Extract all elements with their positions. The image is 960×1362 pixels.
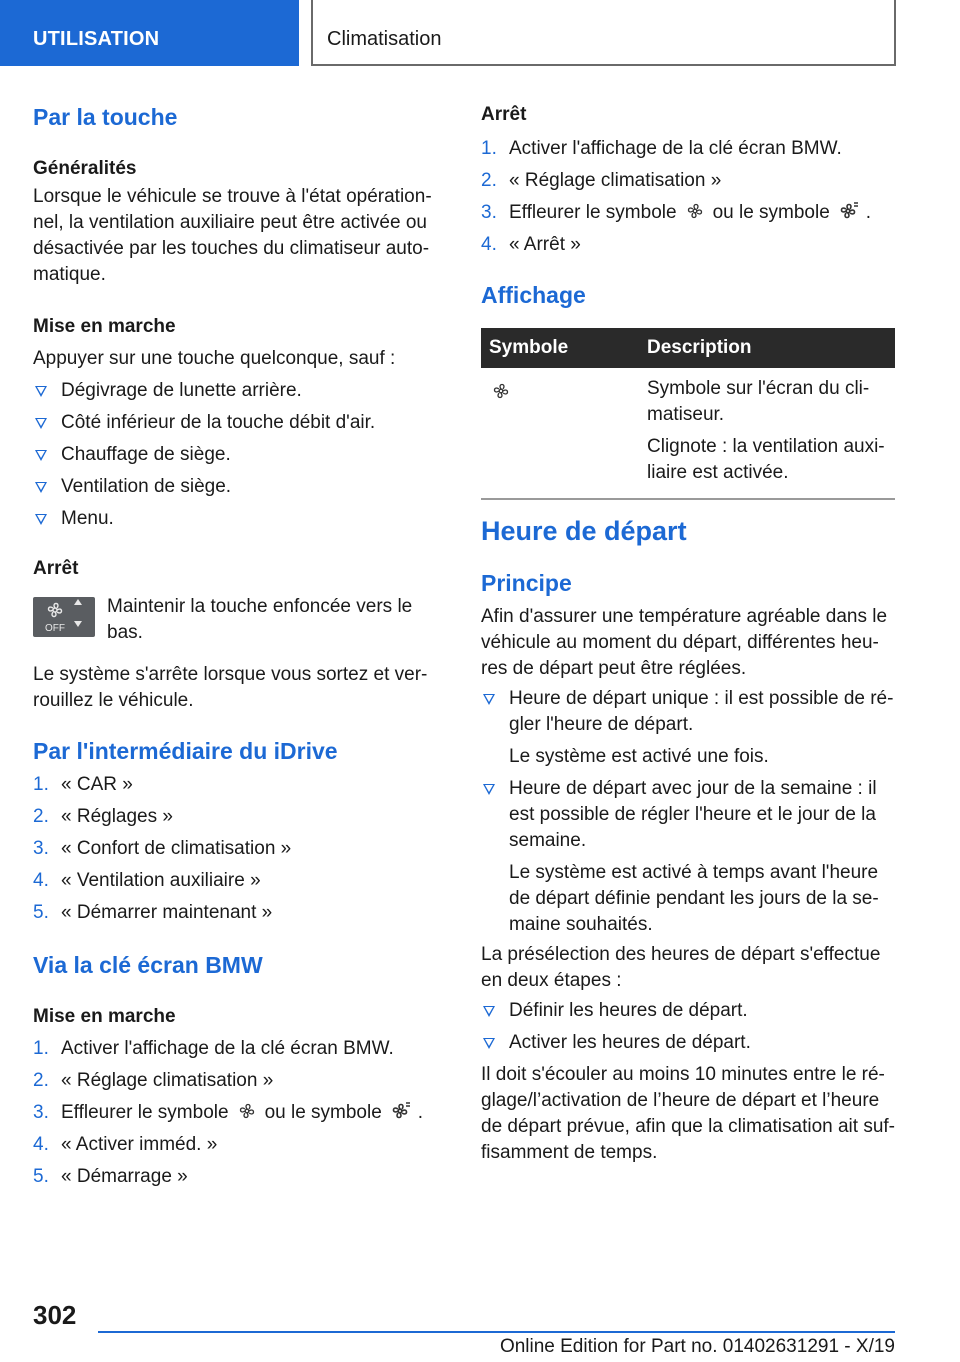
triangle-bullet-icon	[483, 694, 495, 705]
triangle-bullet-icon	[483, 784, 495, 795]
table-header-symbole: Symbole	[481, 328, 639, 368]
subheading-cle-marche: Mise en marche	[33, 1006, 176, 1027]
triangle-bullet-icon	[35, 514, 47, 525]
arret-steps	[481, 136, 895, 258]
heading-principe: Principe	[481, 570, 572, 596]
section-label: UTILISATION	[33, 28, 160, 50]
fan-off-button-icon	[33, 597, 95, 637]
heading-affichage: Affichage	[481, 282, 586, 308]
table-cell-symbol	[481, 368, 639, 499]
marche-bullet-list	[33, 378, 433, 532]
list-item: 4. « Ventilation auxiliaire »	[33, 870, 261, 891]
list-item: 3. « Confort de climatisation »	[33, 838, 292, 859]
list-item: Activer les heures de départ.	[481, 1030, 895, 1056]
list-item: 2. « Réglages »	[33, 806, 173, 827]
list-item: Chauffage de siège.	[33, 442, 433, 468]
list-item: 1. Activer l'affichage de la clé écran BMW.	[481, 138, 842, 159]
list-item: Heure de départ unique : il est possible de ré- gler l'heure de départ. Le système est activé une fois.	[481, 686, 895, 770]
heading-heure-depart: Heure de départ	[481, 516, 687, 546]
list-item: Côté inférieur de la touche débit d'air.	[33, 410, 433, 436]
subheading-arret-cle: Arrêt	[481, 104, 527, 125]
list-item: 4. « Activer imméd. »	[33, 1134, 218, 1155]
list-item: Heure de départ avec jour de la semaine : il est possible de régler l'heure et le jour de la semaine. Le système est activé à temps avant l'heure de départ définie pendant les jours de la se- maine souhaités.	[481, 776, 895, 938]
chapter-title: Climatisation	[327, 28, 442, 50]
idrive-steps	[33, 772, 433, 926]
list-item: Dégivrage de lunette arrière.	[33, 378, 433, 404]
edition-text: Online Edition for Part no. 01402631291 - X/19	[499, 1336, 895, 1357]
fan-icon	[489, 380, 513, 402]
list-item: 5. « Démarrer maintenant »	[33, 902, 273, 923]
heading-cle-ecran: Via la clé écran BMW	[33, 952, 263, 978]
subheading-mise-en-marche: Mise en marche	[33, 316, 176, 337]
triangle-bullet-icon	[35, 482, 47, 493]
arret-text: Maintenir la touche enfoncée vers le bas.	[107, 596, 413, 643]
subheading-arret: Arrêt	[33, 558, 79, 579]
fan-icon	[235, 1100, 259, 1122]
list-item: 1. « CAR »	[33, 774, 133, 795]
list-item: 1. Activer l'affichage de la clé écran BMW.	[33, 1038, 394, 1059]
marche-text: Appuyer sur une touche quelconque, sauf :	[33, 348, 396, 369]
section-tab	[0, 0, 299, 66]
triangle-bullet-icon	[483, 1038, 495, 1049]
list-item: 3. Effleurer le symbole ou le symbole .	[481, 202, 872, 223]
footer-divider	[98, 1331, 895, 1333]
list-item: Définir les heures de départ.	[481, 998, 895, 1024]
list-item: 5. « Démarrage »	[33, 1166, 188, 1187]
symbol-table	[481, 328, 895, 500]
generalites-text: Lorsque le véhicule se trouve à l'état opération- nel, la ventilation auxiliaire peut être activée ou désactivée par les touches du climatiseur auto- matique.	[33, 186, 432, 285]
table-row	[481, 368, 895, 499]
subheading-generalites: Généralités	[33, 158, 137, 179]
heading-par-la-touche: Par la touche	[33, 104, 178, 130]
list-item: 4. « Arrêt »	[481, 234, 581, 255]
list-item: 3. Effleurer le symbole ou le symbole .	[33, 1102, 424, 1123]
fan-auto-icon	[388, 1100, 412, 1122]
principe-text: Afin d'assurer une température agréable dans le véhicule au moment du départ, différentes heu- res de départ peut être réglées.	[481, 606, 888, 679]
list-item: 2. « Réglage climatisation »	[33, 1070, 274, 1091]
fan-icon	[683, 200, 707, 222]
table-header-description: Description	[639, 328, 895, 368]
chapter-header	[311, 0, 896, 66]
list-item: Ventilation de siège.	[33, 474, 433, 500]
triangle-bullet-icon	[35, 386, 47, 397]
cle-steps	[33, 1036, 433, 1190]
list-item: 2. « Réglage climatisation »	[481, 170, 722, 191]
heading-idrive: Par l'intermédiaire du iDrive	[33, 738, 338, 764]
triangle-bullet-icon	[35, 450, 47, 461]
page-number: 302	[33, 1300, 77, 1330]
svg-text:OFF: OFF	[45, 623, 65, 634]
list-item: Menu.	[33, 506, 433, 532]
fan-auto-icon	[836, 200, 860, 222]
table-cell-description: Symbole sur l'écran du cli- matiseur. Clignote : la ventilation auxi- liaire est activée.	[639, 368, 895, 499]
final-text: Il doit s'écouler au moins 10 minutes entre le ré- glage/l’activation de l’heure de départ et l’heure de départ prévue, afin que la climatisation ait suf- fisamment de temps.	[481, 1064, 896, 1163]
triangle-bullet-icon	[35, 418, 47, 429]
preselection-text: La présélection des heures de départ s'effectue en deux étapes :	[481, 944, 881, 991]
triangle-bullet-icon	[483, 1006, 495, 1017]
arret-note: Le système s'arrête lorsque vous sortez et ver- rouillez le véhicule.	[33, 664, 428, 711]
